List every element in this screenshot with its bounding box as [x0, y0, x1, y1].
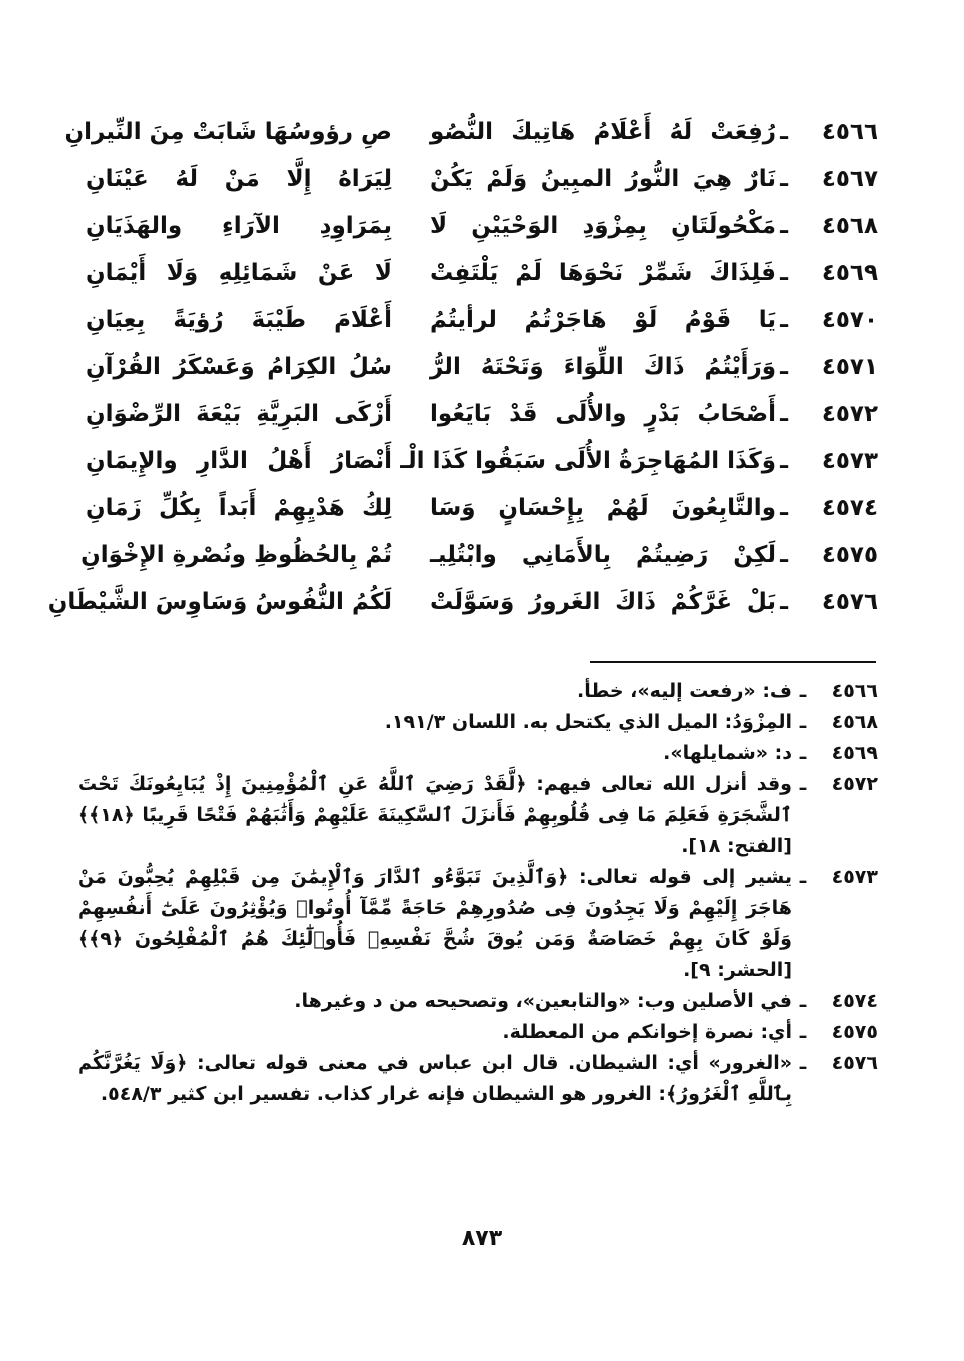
- footnote: [78, 1048, 878, 1110]
- verse-line: [86, 390, 878, 437]
- verse-number: ٤٥٦٩: [821, 259, 878, 286]
- verse-dash: ـ: [780, 306, 788, 333]
- verse-number: ٤٥٧٦: [821, 588, 878, 615]
- footnote-text: «الغرور» أي: الشيطان. قال ابن عباس في معنى قوله تعالى: ﴿وَلَا يَغُرَّنَّكُم بِٱللَّهِ ٱلْغَرُورُ﴾: الغرور هو الشيطان فإنه غرار كذاب. تفسير ابن كثير ٥٤٨/٣.: [78, 1052, 792, 1105]
- footnote-text: أي: نصرة إخوانكم من المعطلة.: [502, 1021, 792, 1043]
- footnote-dash: ـ: [799, 742, 807, 764]
- verse-dash: ـ: [780, 118, 788, 145]
- verse-second-hemistich: بِمَرَاوِدِ الآرَاءِ والهَذَيَانِ: [86, 212, 392, 239]
- footnote-text: في الأصلين وب: «والتابعين»، وتصحيحه من د وغيرها.: [294, 990, 792, 1012]
- verse-line: [86, 437, 878, 484]
- verse-number: ٤٥٦٨: [821, 212, 878, 239]
- verse-first-hemistich: نَارٌ هِيَ النُّورُ المبِينُ وَلَمْ يَكُنْ: [430, 165, 776, 192]
- verse-first-hemistich: يَا قَوْمُ لَوْ هَاجَرْتُمُ لرأيتُمُ: [430, 306, 776, 333]
- page-number: ٨٧٣: [461, 1226, 503, 1251]
- verse-second-hemistich: سُلُ الكِرَامُ وَعَسْكَرُ القُرْآنِ: [86, 353, 392, 380]
- verse-dash: ـ: [780, 259, 788, 286]
- footnote-number: ٤٥٧٤: [831, 990, 878, 1012]
- verse-line: [64, 108, 878, 155]
- verse-second-hemistich: صِ رؤوسُهَا شَابَتْ مِنَ النِّيرانِ: [64, 118, 392, 145]
- poem-verses: [47, 108, 878, 625]
- verse-first-hemistich: فَلِذَاكَ شَمِّرْ نَحْوَهَا لَمْ يَلْتَفِتْ: [430, 259, 776, 286]
- verse-dash: ـ: [780, 400, 788, 427]
- verse-number: ٤٥٦٦: [821, 118, 878, 145]
- verse-second-hemistich: لَكُمُ النُّفُوسُ وَسَاوِسَ الشَّيْطَانِ: [47, 588, 392, 615]
- verse-number: ٤٥٧٥: [821, 541, 878, 568]
- footnote-dash: ـ: [799, 990, 807, 1012]
- verse-number: ٤٥٦٧: [821, 165, 878, 192]
- footnote-number: ٤٥٦٩: [831, 742, 878, 764]
- verse-line: [86, 296, 878, 343]
- verse-line: [86, 202, 878, 249]
- verse-dash: ـ: [780, 541, 788, 568]
- footnote-number: ٤٥٦٦: [831, 680, 878, 702]
- verse-line: [47, 578, 878, 625]
- footnote-text: ف: «رفعت إليه»، خطأ.: [577, 680, 792, 702]
- footnote-number: ٤٥٦٨: [831, 711, 878, 733]
- verse-first-hemistich: بَلْ غَرَّكُمْ ذَاكَ الغَرورُ وَسَوَّلَتْ: [430, 588, 776, 615]
- verse-second-hemistich: أَعْلَامَ طَيْبَةَ رُؤيَةً بِعِيَانِ: [86, 306, 392, 333]
- verse-first-hemistich: رُفِعَتْ لَهُ أَعْلَامُ هَاتِيكَ النُّصُو: [430, 118, 776, 145]
- footnote-text: د: «شمايلها».: [663, 742, 792, 764]
- footnote-dash: ـ: [799, 1052, 807, 1074]
- verse-first-hemistich: وَكَذَا المُهَاجِرَةُ الأُلَى سَبَقُوا كَذَا الْـ: [400, 447, 776, 474]
- footnote-text: وقد أنزل الله تعالى فيهم: ﴿لَّقَدْ رَضِيَ ٱللَّهُ عَنِ ٱلْمُؤْمِنِينَ إِذْ يُبَايِعُونَكَ تَحْتَ ٱلشَّجَرَةِ فَعَلِمَ مَا فِى قُلُوبِهِمْ فَأَنزَلَ ٱلسَّكِينَةَ عَلَيْهِمْ وَأَثَٰبَهُمْ فَتْحًا قَرِيبًا ﴿١٨﴾﴾ [الفتح: ١٨].: [78, 773, 792, 857]
- verse-number: ٤٥٧٤: [821, 494, 878, 521]
- verse-number: ٤٥٧٢: [821, 400, 878, 427]
- footnote: [78, 707, 878, 738]
- verse-number: ٤٥٧٣: [821, 447, 878, 474]
- verse-second-hemistich: لَا عَنْ شَمَائِلِهِ وَلَا أَيْمَانِ: [86, 259, 392, 286]
- verse-second-hemistich: لِيَرَاهُ إِلَّا مَنْ لَهُ عَيْنَانِ: [86, 165, 392, 192]
- footnote-number: ٤٥٧٦: [831, 1052, 878, 1074]
- footnote-dash: ـ: [799, 711, 807, 733]
- footnote: [78, 738, 878, 769]
- footnote-dash: ـ: [799, 680, 807, 702]
- footnote-separator: [590, 661, 876, 663]
- footnote: [78, 986, 878, 1017]
- verse-second-hemistich: أَزْكَى البَرِيَّةِ بَيْعَةَ الرِّضْوَانِ: [86, 400, 392, 427]
- verse-dash: ـ: [780, 447, 788, 474]
- verse-number: ٤٥٧٠: [821, 306, 878, 333]
- footnote-number: ٤٥٧٣: [831, 866, 878, 888]
- verse-first-hemistich: لَكِنْ رَضِيتُمْ بِالأَمَانِي وابْتُلِيـ: [430, 541, 776, 568]
- footnote: [78, 1017, 878, 1048]
- footnote-dash: ـ: [799, 866, 807, 888]
- footnote: [78, 676, 878, 707]
- footnote-text: يشير إلى قوله تعالى: ﴿وَٱلَّذِينَ تَبَوَّءُو ٱلدَّارَ وَٱلْإِيمَٰنَ مِن قَبْلِهِمْ يُحِبُّونَ مَنْ هَاجَرَ إِلَيْهِمْ وَلَا يَجِدُونَ فِى صُدُورِهِمْ حَاجَةً مِّمَّآ أُوتُوا۟ وَيُؤْثِرُونَ عَلَىٰٓ أَنفُسِهِمْ وَلَوْ كَانَ بِهِمْ خَصَاصَةٌ وَمَن يُوقَ شُحَّ نَفْسِهِۦ فَأُو۟لَٰٓئِكَ هُمُ ٱلْمُفْلِحُونَ ﴿٩﴾﴾ [الحشر: ٩].: [78, 866, 792, 981]
- footnote-number: ٤٥٧٥: [831, 1021, 878, 1043]
- verse-line: [86, 484, 878, 531]
- footnote-text: المِزْوَدُ: الميل الذي يكتحل به. اللسان ١٩١/٣.: [384, 711, 792, 733]
- verse-line: [86, 155, 878, 202]
- verse-dash: ـ: [780, 494, 788, 521]
- verse-first-hemistich: أَصْحَابُ بَدْرٍ والأُلَى قَدْ بَايَعُوا: [430, 400, 776, 427]
- verse-second-hemistich: تُمْ بِالحُظُوظِ ونُصْرةِ الإِخْوَانِ: [81, 541, 392, 568]
- verse-dash: ـ: [780, 588, 788, 615]
- verse-second-hemistich: أَنْصَارُ أَهْلُ الدَّارِ والإِيمَانِ: [86, 447, 392, 474]
- footnote: [78, 862, 878, 986]
- footnote: [78, 769, 878, 862]
- verse-line: [81, 531, 878, 578]
- footnotes: [78, 676, 878, 1110]
- verse-second-hemistich: لِكُ هَدْيِهِمْ أَبَداً بِكُلِّ زَمَانِ: [86, 494, 392, 521]
- footnote-dash: ـ: [799, 1021, 807, 1043]
- footnote-dash: ـ: [799, 773, 807, 795]
- verse-dash: ـ: [780, 165, 788, 192]
- verse-dash: ـ: [780, 212, 788, 239]
- verse-first-hemistich: وَرَأَيْتُمُ ذَاكَ اللِّوَاءَ وَتَحْتَهُ الرُّ: [430, 353, 776, 380]
- footnote-number: ٤٥٧٢: [831, 773, 878, 795]
- verse-first-hemistich: مَكْحُولَتَانِ بِمِزْوَدِ الوَحْيَيْنِ لَا: [430, 212, 776, 239]
- verse-number: ٤٥٧١: [821, 353, 878, 380]
- verse-line: [86, 249, 878, 296]
- verse-dash: ـ: [780, 353, 788, 380]
- verse-line: [86, 343, 878, 390]
- verse-first-hemistich: والتَّابِعُونَ لَهُمْ بِإِحْسَانٍ وَسَا: [430, 494, 776, 521]
